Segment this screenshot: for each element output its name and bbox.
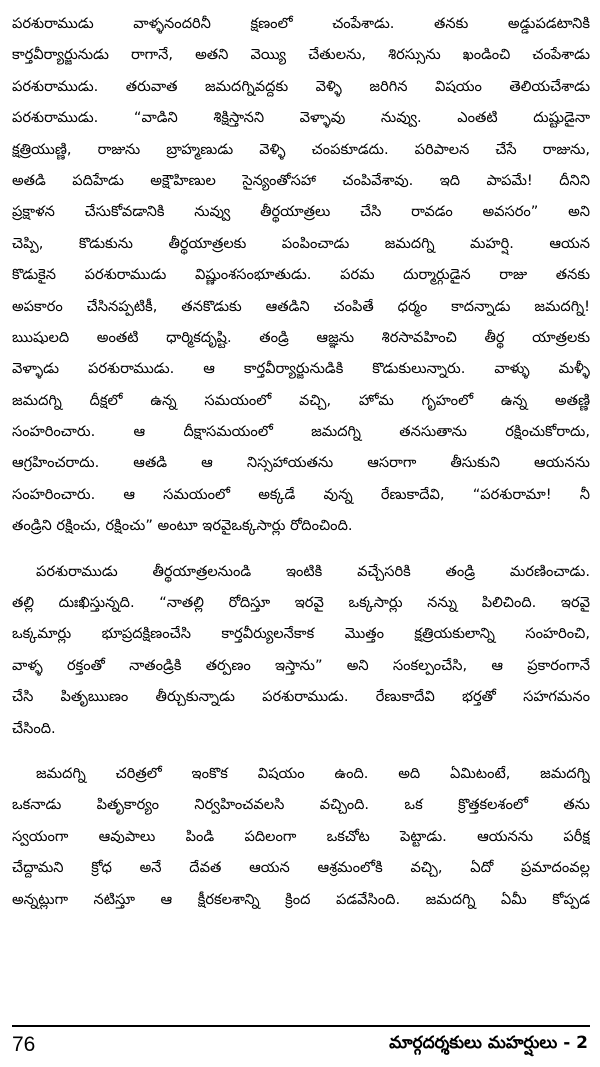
footer-divider <box>12 1025 590 1027</box>
text-line: అన్నట్లుగా నటిస్తూ ఆ క్షీరకలశాన్ని క్రింద పడవేసింది. జమదగ్ని ఏమీ కోప్పడ <box>12 890 590 908</box>
paragraph-1 <box>12 8 590 542</box>
text-line: సంహరించారు. ఆ సమయంలో అక్కడే వున్న రేణుకాదేవి, “పరశురామా! నీ <box>12 485 590 503</box>
page-footer <box>12 1030 588 1060</box>
text-line: పరశురాముడు తీర్థయాత్రలనుండి ఇంటికి వచ్చేసరికి తండ్రి మరణించాడు. <box>36 562 590 580</box>
text-line: అతడి పదిహేడు అక్షౌహిణుల సైన్యంతోసహా చంపివేశావు. ఇది పాపమే! దీనిని <box>12 171 590 189</box>
text-line: చెప్పి, కొడుకును తీర్థయాత్రలకు పంపించాడు జమదగ్ని మహర్షి. ఆయన <box>12 234 590 252</box>
text-line: పరశురాముడు వాళ్ళనందరినీ క్షణంలో చంపేశాడు. తనకు అడ్డుపడటానికి <box>12 15 590 32</box>
page-number: 76 <box>12 1033 36 1056</box>
text-line: ఋషులది అంతటి ధార్మికదృష్టి. తండ్రి ఆజ్ఞను శిరసావహించి తీర్థ యాత్రలకు <box>12 328 590 346</box>
paragraph-gap <box>12 744 590 758</box>
text-line: ఆగ్రహించరాదు. ఆతడి ఆ నిస్సహాయతను ఆసరాగా తీసుకుని ఆయనను <box>12 454 590 472</box>
paragraph-gap <box>12 542 590 556</box>
text-line: జమదగ్ని దీక్షలో ఉన్న సమయంలో వచ్చి, హోమ గృహంలో ఉన్న అతణ్ణి <box>12 391 590 409</box>
text-line: ప్రక్షాళన చేసుకోవడానికి నువ్వు తీర్థయాత్రలు చేసి రావడం అవసరం” అని <box>12 203 590 221</box>
text-line: పరశురాముడు. “వాడిని శిక్షిస్తానని వెళ్ళావు నువ్వు. ఎంతటి దుష్టుడైనా <box>12 109 590 127</box>
text-line: చేసి పితృఋణం తీర్చుకున్నాడు పరశురాముడు. రేణుకాదేవి భర్తతో సహగమనం <box>12 688 590 706</box>
text-line: కార్తవీర్యార్జునుడు రాగానే, అతని వెయ్యి చేతులను, శిరస్సును ఖండించి చంపేశాడు <box>12 46 590 64</box>
text-line: తండ్రిని రక్షించు, రక్షించు” అంటూ ఇరవైఒక్కసార్లు రోదించింది. <box>12 517 353 535</box>
paragraph-2 <box>12 556 590 744</box>
text-line: చేద్దామని క్రోధ అనే దేవత ఆయన ఆశ్రమంలోకి వచ్చి, ఏదో ప్రమాదంవల్ల <box>12 859 590 877</box>
text-line: వాళ్ళ రక్తంతో నాతండ్రికి తర్పణం ఇస్తాను” అని సంకల్పంచేసి, ఆ ప్రకారంగానే <box>12 656 590 674</box>
text-line: సంహరించారు. ఆ దీక్షాసమయంలో జమదగ్ని తనసుతాను రక్షించుకోరాదు, <box>12 423 590 441</box>
text-line: వెళ్ళాడు పరశురాముడు. ఆ కార్తవీర్యార్జునుడికి కొడుకులున్నారు. వాళ్ళు మళ్ళీ <box>12 360 590 378</box>
text-line: ఒకనాడు పితృకార్యం నిర్వహించవలసి వచ్చింది. ఒక క్రొత్తకలశంలో తను <box>12 796 590 814</box>
text-line: తల్లి దుఃఖిస్తున్నది. “నాతల్లి రోదిస్తూ ఇరవై ఒక్కసార్లు నన్ను పిలిచింది. ఇరవై <box>12 594 590 612</box>
text-line: చేసింది. <box>12 719 56 737</box>
text-line: స్వయంగా ఆవుపాలు పిండి పదిలంగా ఒకచోట పెట్టాడు. ఆయనను పరీక్ష <box>12 827 590 845</box>
text-line: క్షత్రియుణ్ణి, రాజును బ్రాహ్మణుడు వెళ్ళి చంపకూడదు. పరిపాలన చేసే రాజును, <box>12 140 590 158</box>
text-line: ఒక్కమార్లు భూప్రదక్షిణంచేసి కార్తవీర్యులనేకాక మొత్తం క్షత్రియకులాన్ని సంహరించి, <box>12 625 590 643</box>
text-line: పరశురాముడు. తరువాత జమదగ్నివద్దకు వెళ్ళి జరిగిన విషయం తెలియచేశాడు <box>12 77 590 95</box>
text-line: కొడుకైన పరశురాముడు విష్ణుంశసంభూతుడు. పరమ దుర్మార్గుడైన రాజు తనకు <box>12 266 590 284</box>
paragraph-3 <box>12 758 590 915</box>
book-title: మార్గదర్శకులు మహర్షులు - 2 <box>389 1033 588 1053</box>
text-line: జమదగ్ని చరిత్రలో ఇంకొక విషయం ఉంది. అది ఏమిటంటే, జమదగ్ని <box>36 764 590 782</box>
text-line: అపకారం చేసినప్పటికీ, తనకొడుకు ఆతడిని చంపితే ధర్మం కాదన్నాడు జమదగ్ని! <box>12 297 590 315</box>
